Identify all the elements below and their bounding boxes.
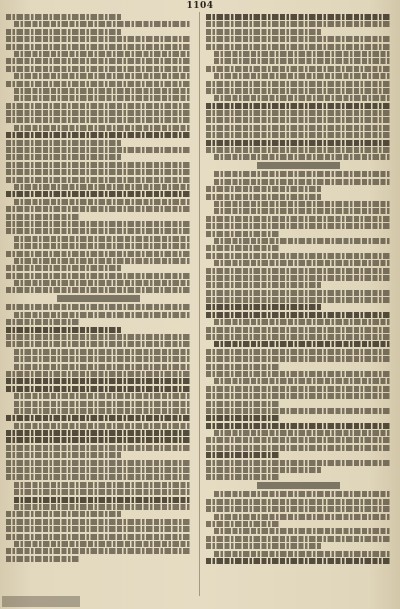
section-heading — [257, 162, 340, 169]
entry-line — [214, 514, 391, 520]
entry-line — [14, 482, 191, 488]
entry-line — [206, 290, 391, 296]
entry-line — [214, 378, 391, 384]
entry-line — [206, 268, 391, 274]
entry-line — [6, 273, 191, 279]
entry-line — [14, 258, 191, 264]
entry-line — [14, 184, 191, 190]
entry-line — [14, 497, 191, 503]
entry-line — [206, 21, 391, 27]
entry-line — [6, 526, 191, 532]
entry-line — [214, 154, 391, 160]
entry-line — [206, 81, 391, 87]
entry-line — [206, 423, 391, 429]
entry-line — [14, 243, 191, 249]
entry-line — [6, 251, 191, 257]
entry-line — [214, 201, 391, 207]
entry-line — [6, 371, 191, 377]
entry-line — [14, 408, 191, 414]
page-number: 1104 — [186, 1, 214, 11]
entry-line — [6, 36, 191, 42]
entry-line — [206, 36, 391, 42]
entry-line — [14, 236, 191, 242]
entry-line — [6, 437, 191, 443]
entry-line — [214, 430, 391, 436]
entry-line — [206, 186, 321, 192]
entry-line — [6, 206, 191, 212]
entry-line — [6, 81, 191, 87]
entry-line — [206, 194, 321, 200]
entry-line — [214, 208, 391, 214]
entry-line — [14, 312, 191, 318]
entry-line — [6, 169, 191, 175]
entry-line — [206, 312, 391, 318]
section-heading — [57, 295, 140, 302]
entry-line — [206, 506, 391, 512]
entry-line — [206, 445, 391, 451]
entry-line — [206, 147, 391, 153]
entry-line — [6, 117, 191, 123]
entry-line — [206, 408, 391, 414]
page-header — [0, 0, 400, 14]
entry-line — [206, 371, 391, 377]
entry-line — [206, 304, 321, 310]
entry-line — [206, 356, 391, 362]
entry-line — [206, 44, 391, 50]
entry-line — [206, 364, 280, 370]
entry-line — [14, 125, 191, 131]
entry-line — [14, 199, 191, 205]
entry-line — [206, 282, 321, 288]
entry-line — [6, 334, 191, 340]
entry-line — [206, 66, 391, 72]
entry-line — [6, 445, 191, 451]
entry-line — [214, 171, 391, 177]
entry-line — [6, 147, 191, 153]
entry-line — [206, 103, 391, 109]
entry-line — [214, 73, 391, 79]
entry-line — [6, 44, 191, 50]
entry-line — [214, 51, 391, 57]
entry-line — [6, 467, 191, 473]
entry-line — [6, 460, 191, 466]
entry-line — [214, 58, 391, 64]
entry-line — [206, 275, 391, 281]
entry-line — [206, 245, 280, 251]
entry-line — [214, 238, 391, 244]
entry-line — [6, 221, 191, 227]
entry-line — [206, 297, 391, 303]
entry-line — [6, 378, 191, 384]
entry-line — [14, 489, 191, 495]
entry-line — [206, 543, 321, 549]
entry-line — [14, 51, 191, 57]
entry-line — [206, 334, 391, 340]
entry-line — [14, 393, 191, 399]
entry-line — [206, 474, 280, 480]
entry-line — [214, 551, 391, 557]
entry-line — [6, 430, 191, 436]
entry-line — [6, 534, 191, 540]
entry-line — [6, 162, 191, 168]
entry-line — [14, 364, 191, 370]
entry-line — [206, 499, 391, 505]
entry-line — [206, 521, 280, 527]
library-stamp — [2, 596, 80, 607]
entry-line — [206, 536, 391, 542]
entry-line — [6, 14, 121, 20]
entry-line — [206, 393, 391, 399]
column-divider — [199, 12, 200, 596]
entry-line — [14, 349, 191, 355]
entry-line — [206, 401, 280, 407]
entry-line — [6, 191, 191, 197]
entry-line — [206, 558, 391, 564]
entry-line — [214, 341, 391, 347]
entry-line — [206, 327, 391, 333]
entry-line — [6, 511, 121, 517]
entry-line — [6, 132, 191, 138]
entry-line — [6, 341, 191, 347]
entry-line — [214, 179, 391, 185]
entry-line — [206, 117, 391, 123]
entry-line — [14, 401, 191, 407]
entry-line — [206, 140, 391, 146]
entry-line — [206, 452, 280, 458]
entry-line — [6, 319, 80, 325]
entry-line — [6, 29, 121, 35]
entry-line — [214, 260, 391, 266]
entry-line — [6, 66, 191, 72]
entry-line — [6, 140, 121, 146]
entry-line — [6, 154, 121, 160]
entry-line — [6, 474, 191, 480]
entry-line — [6, 110, 191, 116]
column-right — [206, 14, 391, 594]
entry-line — [14, 95, 191, 101]
entry-line — [214, 491, 391, 497]
entry-line — [206, 29, 321, 35]
entry-line — [206, 349, 391, 355]
entry-line — [206, 223, 391, 229]
entry-line — [14, 504, 191, 510]
entry-line — [6, 228, 191, 234]
entry-line — [14, 541, 191, 547]
entry-line — [206, 88, 391, 94]
entry-line — [6, 58, 191, 64]
entry-line — [214, 528, 391, 534]
entry-line — [206, 386, 391, 392]
entry-line — [206, 125, 391, 131]
entry-line — [6, 214, 80, 220]
entry-line — [14, 88, 191, 94]
entry-line — [14, 73, 191, 79]
entry-line — [14, 356, 191, 362]
entry-line — [214, 319, 391, 325]
entry-line — [206, 110, 391, 116]
entry-line — [14, 423, 191, 429]
entry-line — [206, 437, 391, 443]
entry-line — [6, 452, 121, 458]
entry-line — [6, 556, 80, 562]
entry-line — [6, 103, 191, 109]
entry-line — [6, 327, 121, 333]
entry-line — [6, 415, 191, 421]
entry-line — [6, 386, 191, 392]
entry-line — [214, 95, 391, 101]
column-left — [6, 14, 191, 594]
entry-line — [206, 467, 321, 473]
entry-line — [206, 253, 391, 259]
section-heading — [257, 482, 340, 489]
entry-line — [6, 287, 191, 293]
entry-line — [6, 519, 191, 525]
entry-line — [206, 216, 391, 222]
entry-line — [14, 21, 191, 27]
entry-line — [206, 132, 391, 138]
entry-line — [206, 460, 391, 466]
entry-line — [206, 14, 391, 20]
entry-line — [6, 304, 191, 310]
entry-line — [6, 548, 191, 554]
entry-line — [6, 177, 191, 183]
entry-line — [14, 280, 191, 286]
entry-line — [206, 231, 280, 237]
entry-line — [206, 415, 280, 421]
entry-line — [6, 265, 121, 271]
